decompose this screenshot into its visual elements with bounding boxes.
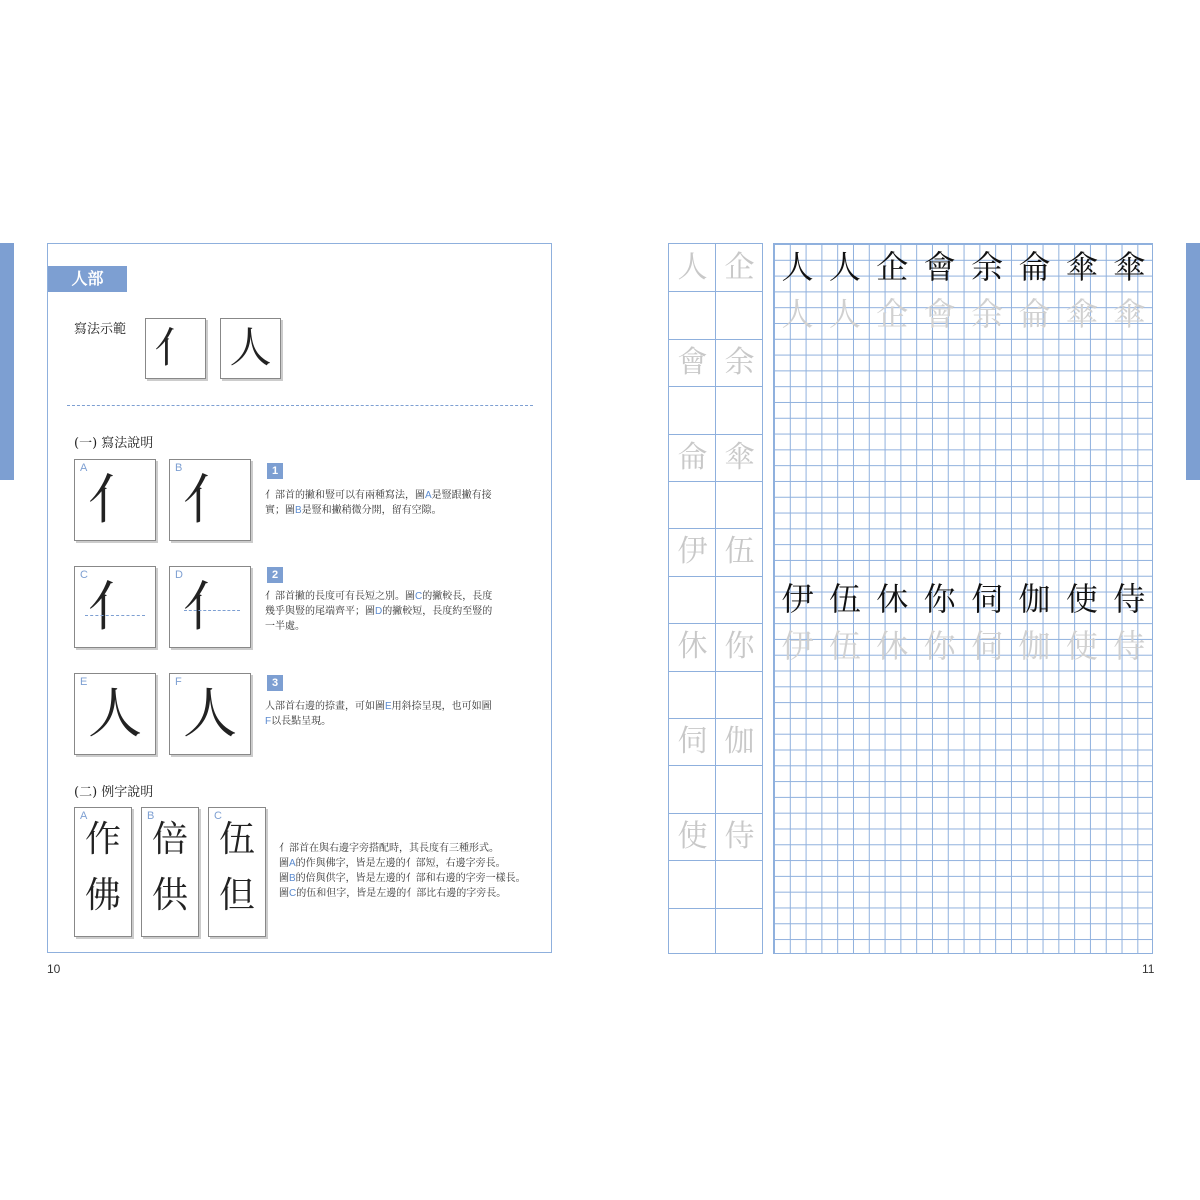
trace-char: 伺: [677, 724, 708, 759]
step-description: 亻部首撇的長度可有長短之別。圖C的撇較長，長度 幾乎與豎的尾端齊平；圖D的撇較短，長度約至豎的 一半處。: [265, 591, 493, 632]
box-letter: B: [147, 810, 155, 822]
model-char: 傘: [1113, 248, 1146, 286]
trace-char: 傘: [724, 439, 755, 475]
model-char: 人: [828, 248, 861, 286]
example-char: 亻: [88, 575, 142, 638]
stroke-example-box: [169, 673, 251, 755]
example-word: 供: [151, 875, 188, 916]
step-number-badge: 1: [267, 463, 283, 479]
demo-char-box: 人: [220, 318, 281, 379]
step-description: 亻部首的撇和豎可以有兩種寫法，圖A是豎跟撇有接 實；圖B是豎和撇稍微分開，留有空隙。: [265, 490, 492, 516]
step-description: 人部首右邊的捺畫，可如圖E用斜捺呈現，也可如圖 F以長點呈現。: [265, 701, 492, 727]
trace-char: 休: [677, 629, 708, 665]
example-word-box: [74, 807, 132, 937]
example-char: 亻: [88, 468, 142, 531]
example-char: 亻: [183, 468, 237, 531]
model-char: 你: [923, 579, 956, 618]
example-word: 佛: [84, 875, 121, 916]
trace-char: 人: [781, 295, 814, 334]
trace-char: 侖: [677, 439, 708, 475]
stroke-example-box: [169, 566, 251, 648]
divider: [67, 405, 533, 406]
trace-char: 侍: [724, 818, 755, 854]
trace-char: 人: [828, 295, 861, 334]
trace-char: 余: [724, 344, 755, 380]
stroke-example-box: [74, 566, 156, 648]
example-word-box: [141, 807, 199, 937]
section-title: 人部: [48, 266, 127, 292]
demo-label: 寫法示範: [74, 322, 127, 337]
trace-char: 伍: [828, 627, 861, 666]
trace-char: 伽: [724, 724, 755, 759]
guide-line: [184, 610, 240, 611]
example-word: 但: [218, 875, 255, 916]
trace-char: 伊: [677, 534, 708, 570]
trace-char: 伍: [724, 534, 755, 570]
model-char: 伺: [971, 579, 1004, 618]
example-word: 作: [84, 819, 121, 860]
trace-char: 伊: [781, 627, 814, 666]
example-word: 倍: [151, 819, 188, 860]
trace-char: 會: [677, 344, 708, 380]
step-number-badge: 2: [267, 567, 283, 583]
page-number-left: 10: [47, 962, 61, 976]
trace-char: 休: [876, 627, 909, 666]
trace-char: 你: [923, 627, 956, 666]
trace-char: 使: [1065, 627, 1098, 666]
trace-char: 傘: [1065, 295, 1098, 334]
stroke-example-box: [74, 673, 156, 755]
trace-char: 會: [923, 295, 956, 334]
example-word: 伍: [218, 819, 255, 860]
model-char: 伊: [781, 579, 814, 618]
trace-char: 侍: [1113, 627, 1146, 666]
chapter-tab-right: [1186, 243, 1200, 480]
trace-char: 余: [971, 295, 1004, 334]
box-letter: F: [175, 676, 182, 688]
model-char: 余: [971, 248, 1004, 286]
box-letter: A: [80, 462, 88, 474]
practice-grid: [773, 243, 1153, 954]
example-description: 亻部首在與右邊字旁搭配時，其長度有三種形式。 圖A的作與佛字，皆是左邊的亻部短，右邊字旁長。 圖B的倍與供字，皆是左邊的亻部和右邊的字旁一樣長。 圖C的伍和但字，皆是左邊的亻部比右邊的字旁長。: [279, 843, 526, 899]
tracing-column: [668, 243, 763, 954]
model-char: 伍: [828, 579, 861, 618]
trace-char: 企: [876, 295, 909, 334]
example-word-box: [208, 807, 266, 937]
model-char: 侖: [1018, 248, 1051, 286]
stroke-example-box: [169, 459, 251, 541]
trace-char: 傘: [1113, 295, 1146, 334]
model-char: 侍: [1113, 579, 1146, 618]
example-char: 人: [183, 682, 237, 745]
page-number-right: 11: [1142, 962, 1155, 976]
box-letter: D: [175, 569, 183, 581]
model-char: 休: [876, 579, 909, 618]
box-letter: C: [80, 569, 88, 581]
demo-char-box: 亻: [145, 318, 206, 379]
model-char: 人: [781, 248, 814, 286]
left-page: [47, 243, 552, 953]
heading-writing-method: (一) 寫法說明: [74, 436, 154, 451]
box-letter: A: [80, 810, 88, 822]
trace-char: 使: [677, 818, 708, 854]
step-number-badge: 3: [267, 675, 283, 691]
model-char: 伽: [1018, 579, 1051, 618]
stroke-example-box: [74, 459, 156, 541]
model-char: 企: [876, 248, 909, 286]
guide-line: [85, 615, 145, 616]
chapter-tab-left: [0, 243, 14, 480]
trace-char: 人: [677, 250, 708, 285]
trace-char: 伽: [1018, 627, 1051, 666]
example-char: 亻: [183, 575, 237, 638]
box-letter: C: [214, 810, 222, 822]
box-letter: B: [175, 462, 183, 474]
model-char: 傘: [1065, 248, 1098, 286]
trace-char: 你: [724, 629, 755, 665]
model-char: 使: [1065, 579, 1098, 618]
example-char: 人: [88, 682, 142, 745]
trace-char: 侖: [1018, 295, 1051, 334]
trace-char: 企: [724, 250, 755, 285]
box-letter: E: [80, 676, 88, 688]
trace-char: 伺: [971, 627, 1004, 666]
model-char: 會: [923, 248, 956, 286]
heading-example-words: (二) 例字說明: [74, 785, 154, 800]
